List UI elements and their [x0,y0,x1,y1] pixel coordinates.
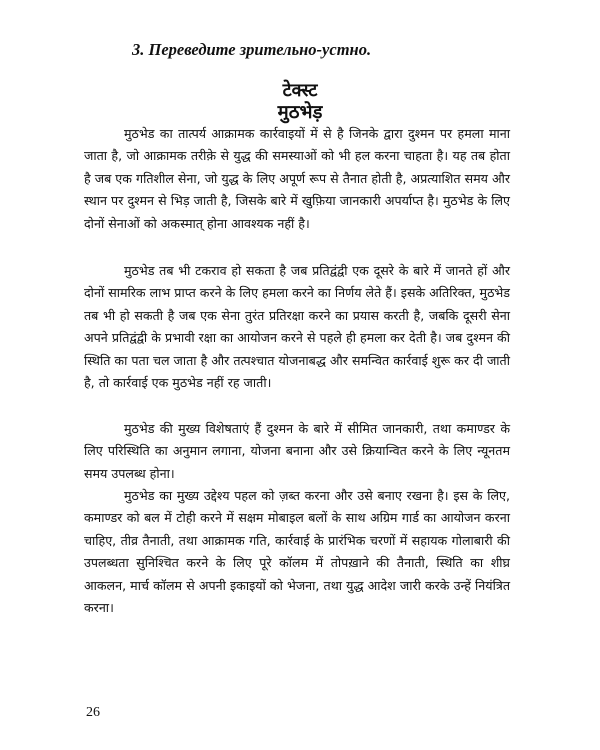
page-number: 26 [86,705,100,720]
paragraph-4 [84,485,510,619]
paragraph-3 [84,418,510,485]
paragraph-text: मुठभेड की मुख्य विशेषताएं हैं दुश्मन के बारे में सीमित जानकारी, तथा कमाण्डर के लिए परिस्थिति का अनुमान लगाना, योजना बनाना और उसे क्रियान्वित करने के लिए न्यूनतम समय उपलब्ध होना। [84,421,510,481]
paragraph-text: मुठभेड तब भी टकराव हो सकता है जब प्रतिद्वंद्वी एक दूसरे के बारे में जानते हों और दोनों सामरिक लाभ प्राप्त करने के लिए हमला करने का निर्णय लेते हैं। इसके अतिरिक्त, मुठभेड तब भी हो सकती है जब एक सेना तुरंत प्रतिरक्षा करने का प्रयास करती है, जबकि दूसरी सेना अपने प्रतिद्वंद्वी के प्रभावी रक्षा का आयोजन करने से पहले ही हमला कर देती है। जब दुश्मन की स्थिति का पता चल जाता है और तत्पश्चात योजनाबद्ध और समन्वित कार्रवाई शुरू कर दी जाती है, तो कार्रवाई एक मुठभेड नहीं रह जाती। [84,263,511,391]
paragraph-1 [84,123,510,235]
exercise-instruction: 3. Переведите зрительно-устно. [132,40,372,59]
section-heading: टेक्स्ट [282,80,318,101]
text-title: मुठभेड़ [277,102,323,123]
paragraph-text: मुठभेड का मुख्य उद्देश्य पहल को ज़ब्त करना और उसे बनाए रखना है। इस के लिए, कमाण्डर को बल में टोही करने में सक्षम मोबाइल बलों के साथ अग्रिम गार्ड का आयोजन करना चाहिए, तीव्र तैनाती, तथा आक्रामक गति, कार्रवाई के प्रारंभिक चरणों में सहायक गोलाबारी की उपलब्धता सुनिश्चित करने के लिए पूरे कॉलम में तोपख़ाने की तैनाती, स्थिति का शीघ्र आकलन, मार्च कॉलम से अपनी इकाइयों को भेजना, तथा युद्ध आदेश जारी करके उन्हें नियंत्रित करना। [84,488,510,616]
paragraph-text: मुठभेड का तात्पर्य आक्रामक कार्रवाइयों में से है जिनके द्वारा दुश्मन पर हमला माना जाता है, जो आक्रामक तरीक़े से युद्ध की समस्याओं को भी हल करना चाहता है। यह तब होता है जब एक गतिशील सेना, जो युद्ध के लिए अपूर्ण रूप से तैनात होती है, अप्रत्याशित समय और स्थान पर दुश्मन से भिड़ जाती है, जिसके बारे में खुफ़िया जानकारी अपर्याप्त है। मुठभेड के लिए दोनों सेनाओं को अकस्मात् होना आवश्यक नहीं है। [84,126,510,231]
paragraph-2 [84,260,510,394]
